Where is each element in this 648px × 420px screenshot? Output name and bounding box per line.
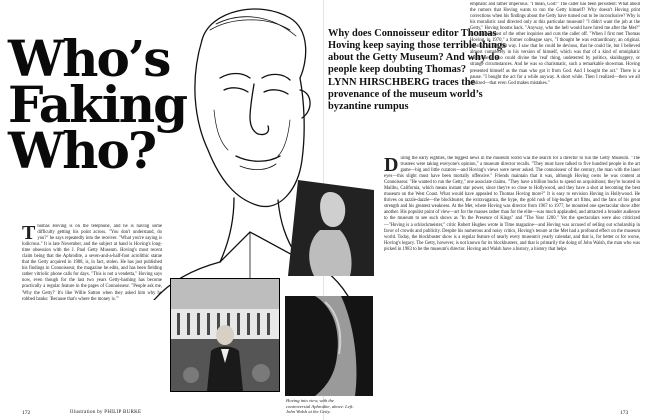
- photo-caption: Hoving into view, with the controversial Aphrodite, above. Left: John Walsh at the Getty.: [286, 398, 354, 414]
- drop-cap-t: T: [22, 224, 36, 244]
- photo-aphrodite-upper: [278, 180, 374, 276]
- dek-byline: LYNN HIRSCHBERG traces the provenance of the museum world’s byzantine rumpus: [328, 77, 483, 112]
- illustration-credit: Illustration by PHILIP BURKE: [70, 410, 142, 415]
- photo-aphrodite-statue: [285, 296, 373, 396]
- body-text-right-top: emphatic and rather imperious. "I mean, God!" The caller has been persistent: What about the rumors that Hoving wants to run the Getty himself? Why doesn't Hoving print corrections when his findings about the Getty have turned out to be inconclusive? Why is his moralistic zeal directed only at this particular museum? "I didn't want the job at the Getty," Hoving booms back. "Anyway, who the hell would have hired me after the Met?" He ignores most of the other inquiries and cuts the caller off. "When I first met Thomas Hoving, in 1970," a former colleague says, "I thought he was extraordinary, an original. Most of us felt that way. I saw that he could be devious, that he could lie, but I believed almost completely in his version of himself, which was that of a kind of omniphatic connoisseur who could divine the 'real' thing, undeterred by politics, skulduggery, or strange circumstances. And he was so charismatic, such a remarkable showman. Hoving presented himself as the man who got it from God. And I bought the act." There is a pause. "I bought the act for a while anyway. A short while. Then I realized—then we all realized—that even God makes mistakes.": [470, 2, 640, 86]
- body-column-right: [384, 156, 640, 410]
- headline-line-3: Who?: [8, 121, 156, 180]
- body-column-right-top: [470, 2, 640, 150]
- headline-line-1: Who’s: [8, 29, 170, 88]
- body-text-left: homas Hoving is on the telephone, and he is having some difficulty getting his point across. "You don't understand, do you?" he says repeatedly into the receiver. "What you're saying is ludicrous." It is late November, and the subject at hand is Hoving's long-time obsession with the J. Paul Getty Museum. Hoving's most recent claim being that the Aphrodite, a seven-and-a-half-foot acrolithic statue that the Getty acquired in 1988, is, in fact, stolen. He has just published his findings in Connoisseur, the magazine he edits, and has been fielding rather vitriolic phone calls for days. "This is not a vendetta," Hoving says now, even though for the last two years Getty-bashing has become practically a regular feature in the pages of Connoisseur. "People ask me, 'Why the Getty?' It's like Willie Sutton when they asked him why he robbed banks: 'Because that's where the money is.'": [22, 224, 162, 302]
- drop-cap-d: D: [384, 156, 399, 176]
- dek-question: Why does Connoisseur editor Thomas Hoving keep saying those terrible things about the Getty Museum? And why do people keep doubting Thomas?: [328, 28, 507, 75]
- page-number-right: 173: [620, 410, 629, 416]
- page-number-left: 172: [22, 410, 31, 416]
- body-text-right: uring the early eighties, the biggest news in the museum world was the search for a director to run the Getty Museum. "The trustees were taking everyone's opinion," a museum director recalls. "They must have talked to five hundred people in the art game—big and little curators—and Hoving's views were never asked. The connoisseur of the century, the man with the laser eyes—this slight must have been mortally offensive." Friends maintain that it was, although Hoving owns he was content at Connoisseur. "He wanted to run the Getty," one associate claims. "They have a billion bucks to spend on acquisitions; they're located in Malibu, California, which means instant star power, since they're so close to Hollywood, and they have a shot at becoming the best museum on the West Coast. What would have appealed to Thomas Hoving more?" It is easy to envision Hoving in Hollywood. He thrives on razzle-dazzle—the blockbuster, the extravaganza, the hype, the gold rush of big-budget art films, and the fans of his great strength and his greatest weakness. At the Met, where Hoving was director from 1967 to 1977, he mounted one spectacular show after another. His populist point of view—art for the masses rather than for the elite—was much applauded, and attracted a broader audience to the museum to see such shows as "In the Presence of Kings" and "The Year 1200." Yet the spectaculars were also criticized—"Hoving is a schlockmeister," critic Robert Hughes wrote in Time magazine—and Hoving was accused of selling out scholarship in favor of crowds and publicity. Despite his numerous and noisy critics, Hoving's tenure at the Met had a profound effect on the museum world. Today, the blockbuster show is a regular feature of nearly every museum's yearly calendar, and that is, for better or for worse, Hoving's legacy. The Getty, however, is not known for its blockbusters, and that is primarily the doing of John Walsh, the man who was picked in 1983 to be the museum's director. Hoving and Walsh have a history, a history that helps: [384, 156, 640, 252]
- headline: [8, 29, 187, 180]
- body-column-left: [22, 224, 162, 414]
- photo-john-walsh: [170, 278, 280, 392]
- headline-line-2: Faking: [8, 75, 187, 134]
